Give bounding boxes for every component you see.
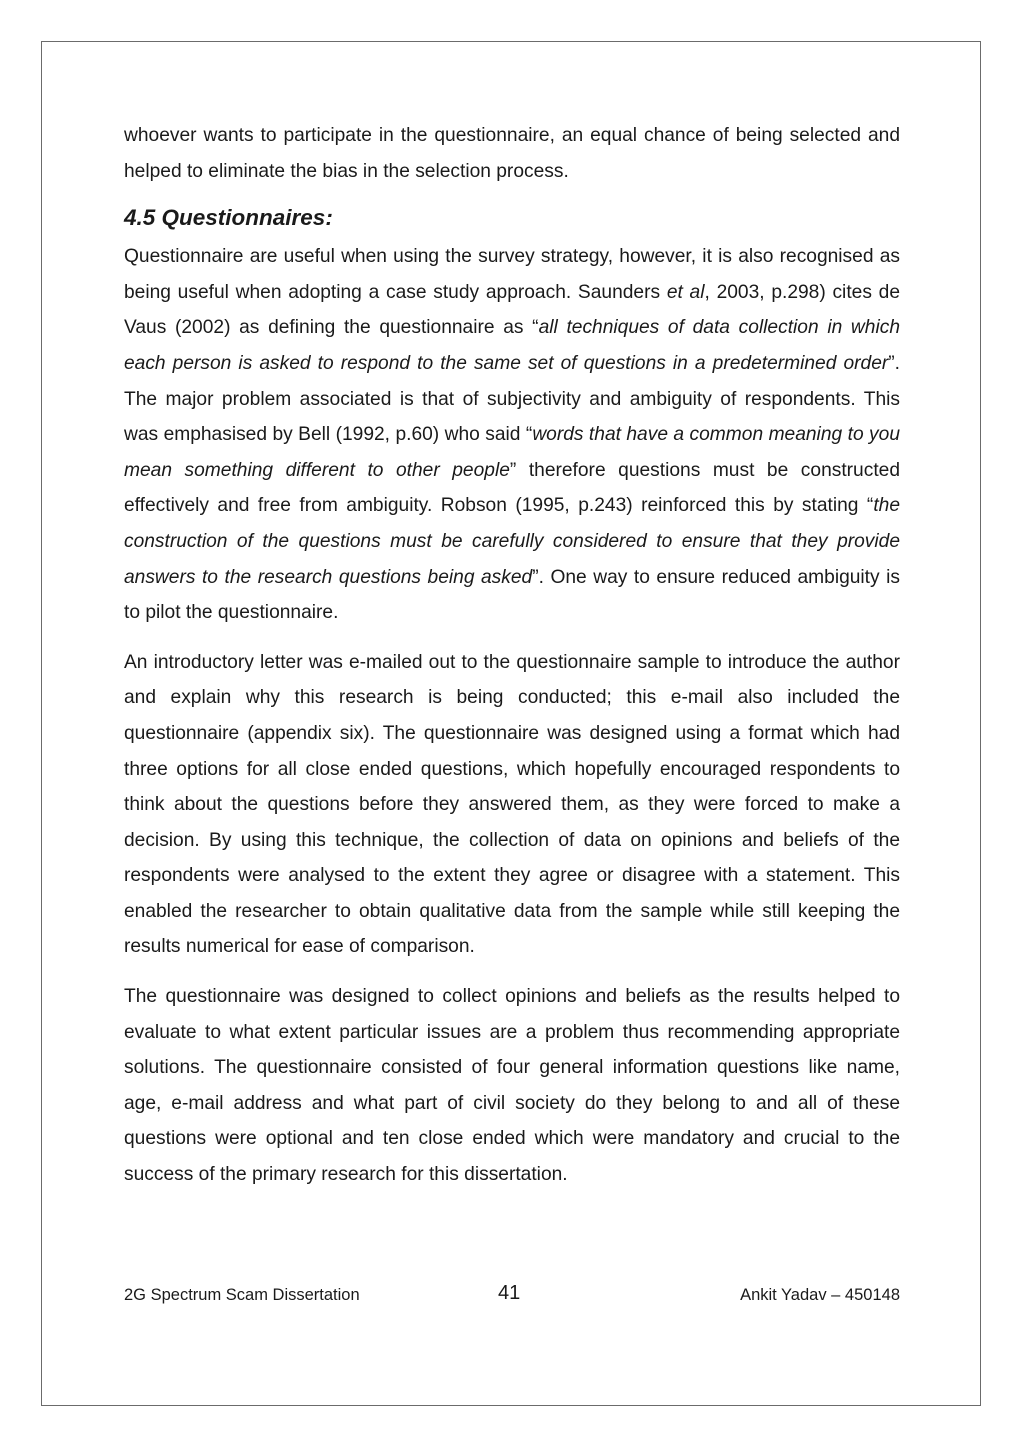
page-number: 41 [498, 1282, 521, 1304]
para1-text-5: ”. One way to ensure reduced ambiguity is to pilot the questionnaire. [124, 566, 900, 624]
para1-text-2: , 2003, p.298) cites de Vaus (2002) as defining the questionnaire as “ [124, 281, 900, 339]
paragraph-introductory-letter: An introductory letter was e-mailed out to the questionnaire sample to introduce the author and explain why this research is being conducted; this e-mail also included the questionnaire (appendix six). The questionnaire was designed using a format which had three options for all close ended questions, which hopefully encouraged respondents to think about the questions before they answered them, as they were forced to make a decision. By using this technique, the collection of data on opinions and beliefs of the respondents were analysed to the extent they agree or disagree with a statement. This enabled the researcher to obtain qualitative data from the sample while still keeping the results numerical for ease of comparison. [124, 651, 900, 958]
document-body [124, 118, 900, 1193]
para1-quote-bell: words that have a common meaning to you mean something different to other people [124, 424, 900, 481]
section-heading: 4.5 Questionnaires: [124, 205, 333, 231]
continued-paragraph: whoever wants to participate in the questionnaire, an equal chance of being selected and helped to eliminate the bias in the selection process. [124, 125, 900, 182]
para1-text-3: ”. The major problem associated is that of subjectivity and ambiguity of respondents. This was emphasised by Bell (1992, p.60) who said “ [124, 352, 900, 446]
paragraph-questionnaire-design: The questionnaire was designed to collect opinions and beliefs as the results helped to evaluate to what extent particular issues are a problem thus recommending appropriate solutions. The questionnaire consisted of four general information questions like name, age, e-mail address and what part of civil society do they belong to and all of these questions were optional and ten close ended which were mandatory and crucial to the success of the primary research for this dissertation. [124, 986, 900, 1186]
para1-quote-robson: the construction of the questions must be carefully considered to ensure that they provide answers to the research questions being asked [124, 495, 900, 588]
para1-text-4: ” therefore questions must be constructed effectively and free from ambiguity. Robson (1995, p.243) reinforced this by stating “ [124, 459, 900, 517]
footer-author: Ankit Yadav – 450148 [740, 1286, 900, 1304]
para1-quote-de-vaus: all techniques of data collection in which each person is asked to respond to the same set of questions in a predetermined order [124, 317, 900, 374]
para1-text-1: Questionnaire are useful when using the survey strategy, however, it is also recognised as being useful when adopting a case study approach. Saunders [124, 246, 900, 303]
footer-title: 2G Spectrum Scam Dissertation [124, 1286, 360, 1304]
para1-italic-et-al: et al [666, 281, 705, 303]
page-footer [124, 1280, 900, 1310]
paragraph-questionnaire-definition [124, 239, 900, 631]
